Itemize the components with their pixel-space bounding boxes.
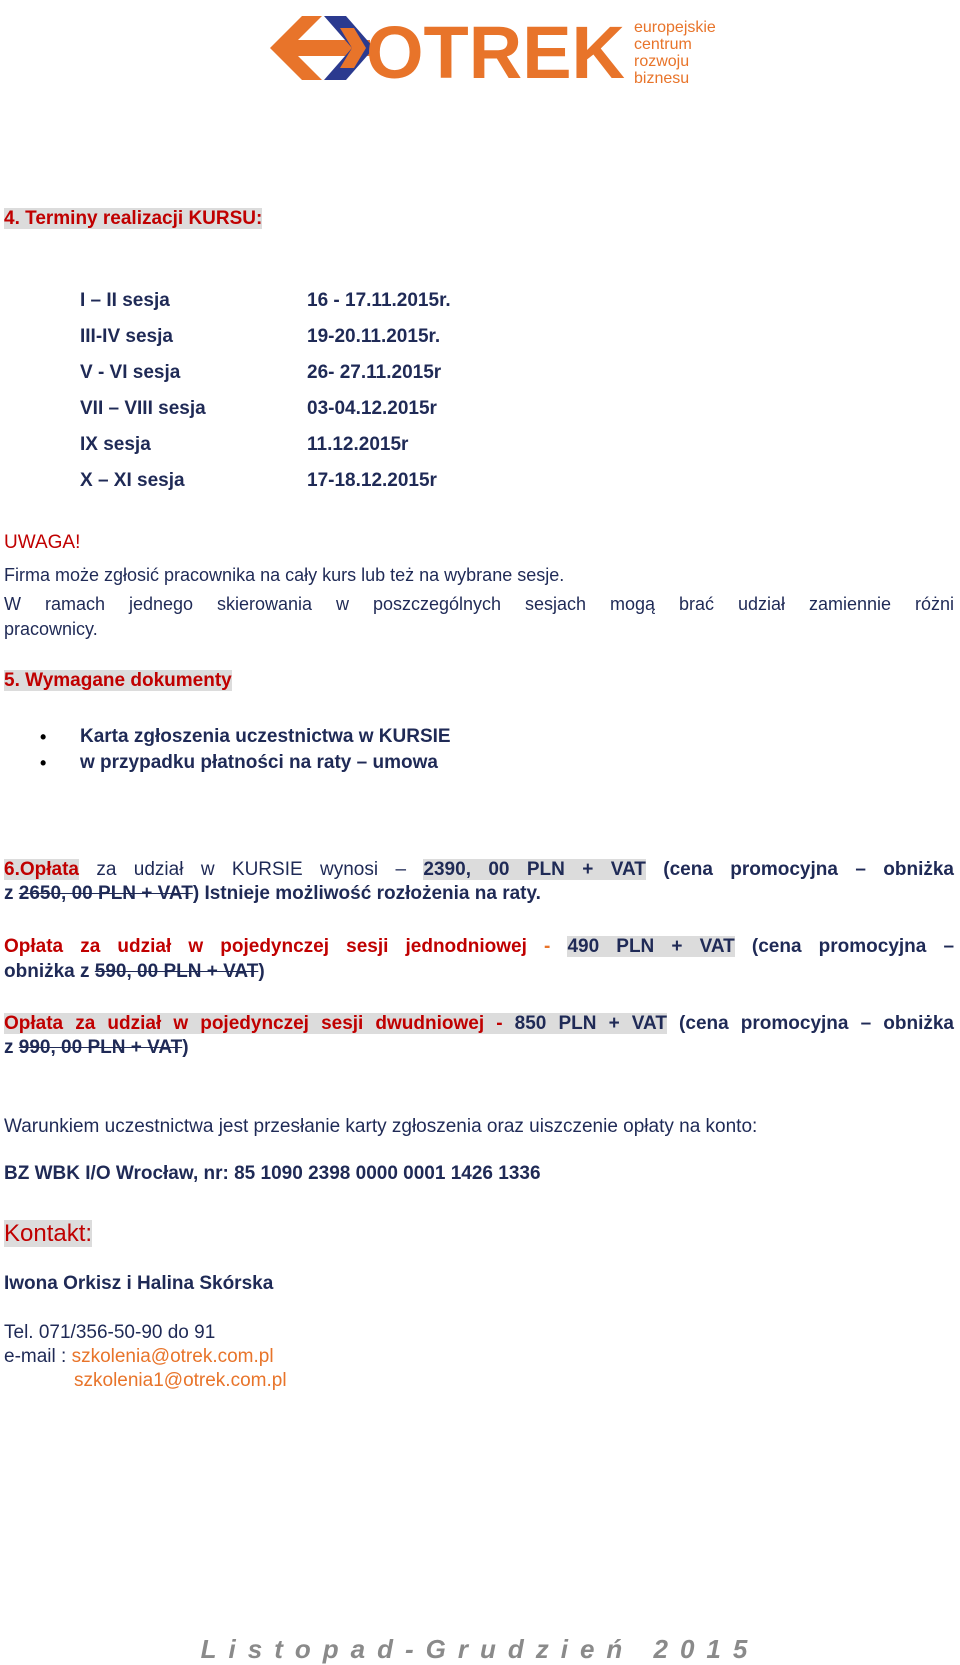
session-date: 16 - 17.11.2015r. xyxy=(307,290,451,311)
contact-email-row xyxy=(4,1345,954,1369)
single-fee-price: 490 PLN + VAT xyxy=(567,936,735,957)
contact-email-row-2 xyxy=(74,1370,287,1392)
single-fee-label: Opłata za udział w pojedynczej sesji jednodniowej xyxy=(4,936,527,957)
fee-promo: (cena promocyjna – obniżka xyxy=(645,859,954,880)
single-fee-promo: (cena promocyjna – xyxy=(734,936,955,957)
email-link-2[interactable]: szkolenia1@otrek.com.pl xyxy=(74,1370,287,1391)
double-fee-line-2 xyxy=(4,1036,954,1060)
notice-title: UWAGA! xyxy=(4,532,81,553)
session-name: I – II sesja xyxy=(80,290,170,311)
double-fee-price: 850 PLN + VAT xyxy=(514,1013,667,1034)
notice-line-1: Firma może zgłosić pracownika na cały kurs lub też na wybrane sesje. xyxy=(4,565,565,585)
single-fee-close: ) xyxy=(258,961,265,982)
list-item: • Karta zgłoszenia uczestnictwa w KURSIE xyxy=(0,724,700,750)
fee-installments: ) Istnieje możliwość rozłożenia na raty. xyxy=(192,883,541,904)
contact-title: Kontakt: xyxy=(4,1220,93,1247)
session-name: III-IV sesja xyxy=(80,326,173,347)
fee-label: 6.Opłata xyxy=(4,859,79,880)
double-fee-label: Opłata za udział w pojedynczej sesji dwudniowej - xyxy=(4,1013,515,1034)
session-date: 11.12.2015r xyxy=(307,434,409,455)
session-date: 26- 27.11.2015r xyxy=(307,362,442,383)
notice-line-2: W ramach jednego skierowania w poszczególnych sesjach mogą brać udział zamiennie różni xyxy=(4,594,954,614)
session-name: X – XI sesja xyxy=(80,470,185,491)
contact-names: Iwona Orkisz i Halina Skórska xyxy=(4,1273,274,1294)
single-fee-old-price: 590, 00 PLN + VAT xyxy=(94,961,259,982)
logo-tagline-1: europejskie xyxy=(634,19,716,36)
fee-line-1 xyxy=(4,858,954,882)
single-fee-line-1 xyxy=(4,935,954,959)
session-date: 17-18.12.2015r xyxy=(307,470,437,491)
logo-wordmark: OTREK xyxy=(366,11,625,90)
session-name: VII – VIII sesja xyxy=(80,398,206,419)
double-fee-line-1 xyxy=(4,1012,954,1036)
section-5-title: 5. Wymagane dokumenty xyxy=(4,670,232,691)
double-fee-z: z xyxy=(4,1037,19,1058)
session-name: IX sesja xyxy=(80,434,151,455)
section-4-title: 4. Terminy realizacji KURSU: xyxy=(4,208,263,229)
otrek-logo xyxy=(270,6,750,90)
required-documents-list xyxy=(0,724,700,776)
logo-arrow-icon xyxy=(270,16,374,80)
fee-line-2 xyxy=(4,882,954,906)
contact-phone: Tel. 071/356-50-90 do 91 xyxy=(4,1322,216,1343)
logo-tagline-2: centrum xyxy=(634,36,692,53)
double-fee-close: ) xyxy=(182,1037,189,1058)
email-label: e-mail : xyxy=(4,1346,72,1367)
page-footer: Listopad-Grudzień 2015 xyxy=(200,1634,760,1664)
email-link-1[interactable]: szkolenia@otrek.com.pl xyxy=(71,1346,274,1367)
notice-line-2-end: pracownicy. xyxy=(4,619,98,639)
double-fee-promo: (cena promocyjna – obniżka xyxy=(666,1013,954,1034)
payment-condition: Warunkiem uczestnictwa jest przesłanie karty zgłoszenia oraz uiszczenie opłaty na konto: xyxy=(4,1116,758,1137)
double-fee-old-price: 990, 00 PLN + VAT xyxy=(18,1037,183,1058)
fee-price: 2390, 00 PLN + VAT xyxy=(423,859,646,880)
bank-account: BZ WBK I/O Wrocław, nr: 85 1090 2398 0000 0001 1426 1336 xyxy=(4,1163,541,1184)
fee-text: za udział w KURSIE wynosi – xyxy=(78,859,424,880)
single-fee-discount: obniżka z xyxy=(4,961,95,982)
logo-tagline-3: rozwoju xyxy=(634,53,690,70)
fee-z: z xyxy=(4,883,19,904)
single-fee-dash: - xyxy=(526,936,568,957)
logo-tagline-4: biznesu xyxy=(634,70,690,87)
single-fee-line-2 xyxy=(4,960,954,984)
session-date: 03-04.12.2015r xyxy=(307,398,437,419)
list-item: • w przypadku płatności na raty – umowa xyxy=(0,750,700,776)
session-name: V - VI sesja xyxy=(80,362,181,383)
fee-old-price: 2650, 00 PLN + VAT xyxy=(18,883,193,904)
session-date: 19-20.11.2015r. xyxy=(307,326,441,347)
